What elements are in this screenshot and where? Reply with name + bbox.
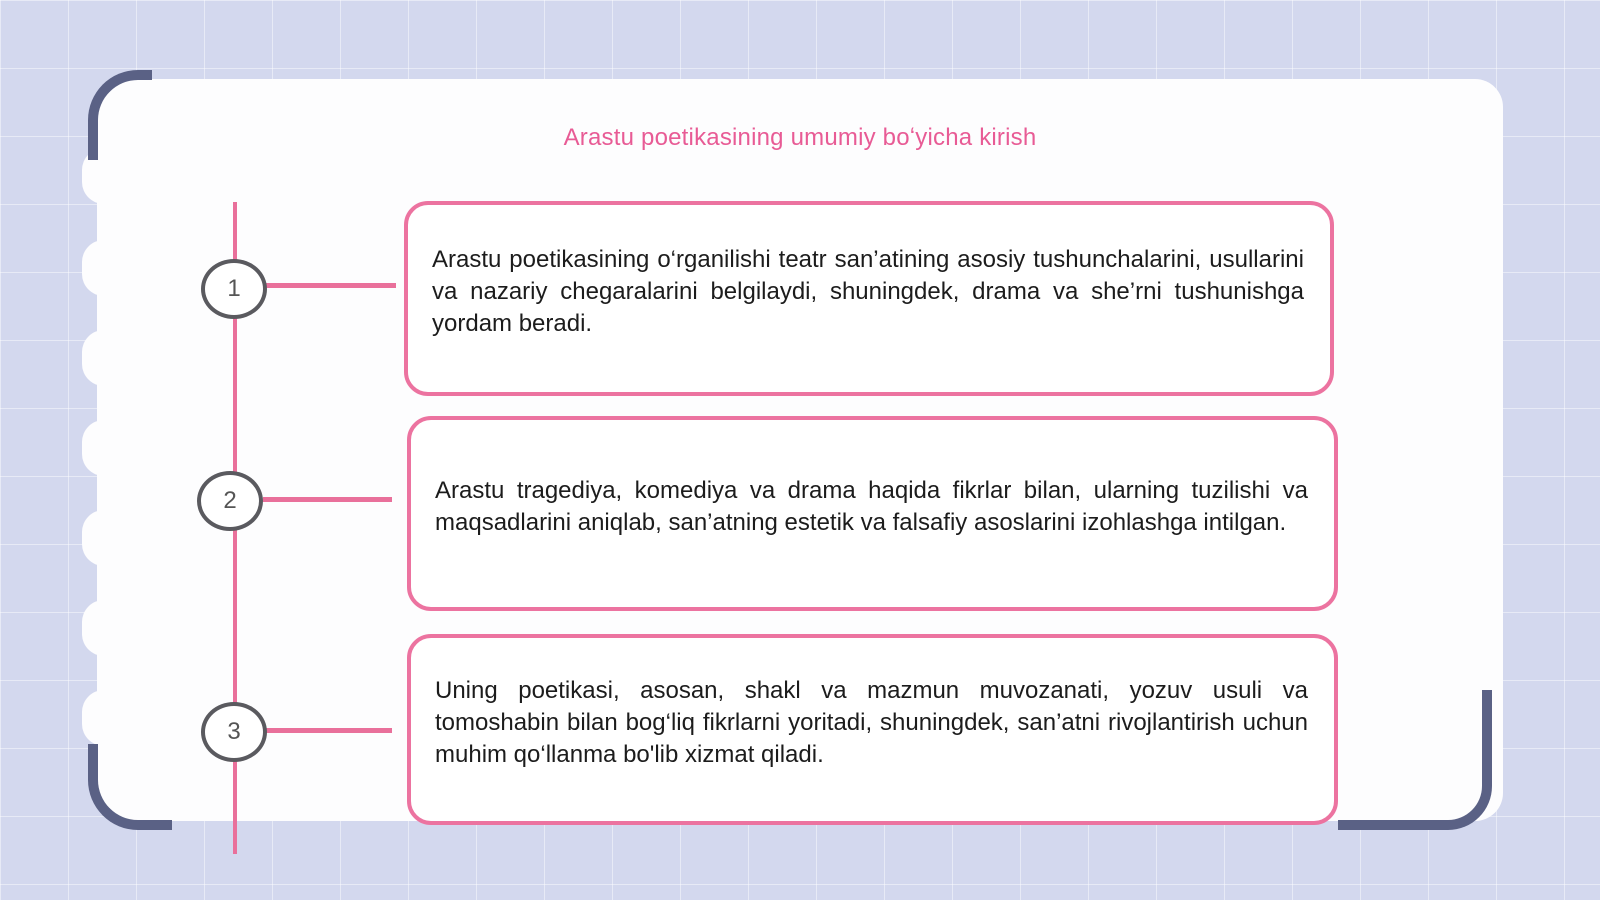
card-edge-scallop xyxy=(82,330,126,386)
step-text-1: Arastu poetikasining o‘rganilishi teatr san’atining asosiy tushunchalarini, usullarini va nazariy chegaralarini belgilaydi, shuningdek, drama va she’rni tushunishga yordam beradi. xyxy=(432,245,1304,337)
step-box-1 xyxy=(404,201,1334,396)
frame-corner-bottom-left xyxy=(88,744,172,830)
step-box-3 xyxy=(407,634,1338,825)
step-number-2: 2 xyxy=(197,471,263,531)
step-text-2: Arastu tragediya, komediya va drama haqida fikrlar bilan, ularning tuzilishi va maqsadlarini aniqlab, san’atning estetik va falsafiy asoslarini izohlashga intilgan. xyxy=(435,476,1308,536)
card-edge-scallop xyxy=(82,600,126,656)
step-number-1: 1 xyxy=(201,259,267,319)
frame-corner-bottom-right xyxy=(1338,690,1492,830)
card-edge-scallop xyxy=(82,420,126,476)
slide-title: Arastu poetikasining umumiy boʻyicha kirish xyxy=(563,124,1037,151)
step-text-3: Uning poetikasi, asosan, shakl va mazmun muvozanati, yozuv usuli va tomoshabin bilan bog‘liq fikrlarni yoritadi, shuningdek, san’atni rivojlantirish uchun muhim qo‘llanma bo'lib xizmat qiladi. xyxy=(435,676,1308,768)
card-edge-scallop xyxy=(82,240,126,296)
timeline-connector xyxy=(266,283,396,288)
card-edge-scallop xyxy=(82,510,126,566)
card-edge-scallop xyxy=(82,690,126,746)
step-box-2 xyxy=(407,416,1338,611)
timeline-connector xyxy=(263,497,392,502)
step-number-3: 3 xyxy=(201,702,267,762)
timeline-connector xyxy=(266,728,392,733)
